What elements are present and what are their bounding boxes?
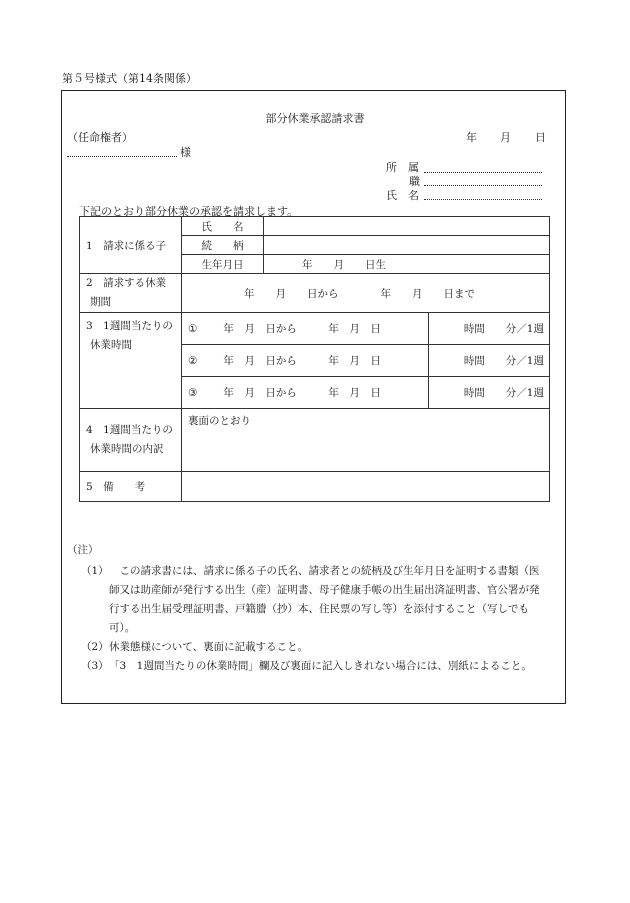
entry-range: 年 月 日から 年 月 日 xyxy=(223,323,381,335)
notes-heading: （注） xyxy=(67,544,99,556)
weekly-hours-amount-2[interactable]: 時間 分／1週 xyxy=(429,345,550,377)
period-label-line1: 2 請求する休業 xyxy=(86,277,167,289)
weekly-hours-entry-1[interactable] xyxy=(182,313,429,345)
entry-range: 年 月 日から 年 月 日 xyxy=(223,355,381,367)
position-line[interactable] xyxy=(424,185,542,186)
notes-section xyxy=(67,541,547,676)
note-item-1 xyxy=(67,562,547,638)
period-label-line2: 期間 xyxy=(90,296,111,308)
note-text: 「3 1週間当たりの休業時間」欄及び裏面に記入しきれない場合には、別紙によること。 xyxy=(109,660,532,672)
weekly-hours-entry-3[interactable] xyxy=(182,377,429,409)
entry-marker: ② xyxy=(188,355,198,367)
period-field[interactable]: 年 月 日から 年 月 日まで xyxy=(182,274,550,313)
date-year: 年 xyxy=(466,131,477,144)
entry-marker: ③ xyxy=(188,387,198,399)
note-item-2 xyxy=(67,638,547,657)
weekly-hours-label-line2: 休業時間 xyxy=(90,339,132,351)
child-relation-label: 続 柄 xyxy=(182,236,264,255)
form-title: 部分休業承認請求書 xyxy=(265,112,365,125)
note-text: 休業態様について、裏面に記載すること。 xyxy=(109,641,309,653)
breakdown-row-label xyxy=(80,409,182,472)
date-month: 月 xyxy=(500,131,511,144)
entry-marker: ① xyxy=(188,323,198,335)
affiliation-label: 所 属 xyxy=(386,161,419,174)
intro-text: 下記のとおり部分休業の承認を請求します。 xyxy=(79,205,299,218)
note-number: （2） xyxy=(81,641,109,653)
child-name-field[interactable] xyxy=(264,217,550,236)
child-birthdate-label: 生年月日 xyxy=(182,255,264,274)
child-row-label: 1 請求に係る子 xyxy=(80,217,182,274)
breakdown-label-line1: 4 1週間当たりの xyxy=(86,424,173,436)
breakdown-field[interactable]: 裏面のとおり xyxy=(182,409,550,472)
note-text: この請求書には、請求に係る子の氏名、請求者との続柄及び生年月日を証明する書類（医師又は助産師が発行する出生（産）証明書、母子健康手帳の出生届出済証明書、官公署が発行する出生届受理証明書、戸籍謄（抄）本、住民票の写し等）を添付すること（写しでも可）。 xyxy=(109,565,540,634)
child-birthdate-field[interactable]: 年 月 日生 xyxy=(264,255,550,274)
entry-range: 年 月 日から 年 月 日 xyxy=(223,387,381,399)
appointer-label: （任命権者） xyxy=(67,131,133,144)
date-day: 日 xyxy=(535,131,546,144)
child-name-label: 氏 名 xyxy=(182,217,264,236)
weekly-hours-entry-2[interactable] xyxy=(182,345,429,377)
child-relation-field[interactable] xyxy=(264,236,550,255)
position-label: 職 xyxy=(409,175,420,188)
note-number: （1） xyxy=(81,565,109,577)
honorific: 様 xyxy=(180,146,191,159)
appointer-name-line[interactable] xyxy=(67,156,177,157)
remarks-field[interactable] xyxy=(182,472,550,502)
weekly-hours-label-line1: 3 1週間当たりの xyxy=(86,320,173,332)
remarks-row-label: 5 備 考 xyxy=(80,472,182,502)
breakdown-label-line2: 休業時間の内訳 xyxy=(90,443,164,455)
request-table xyxy=(79,216,550,502)
name-line[interactable] xyxy=(424,199,542,200)
form-number: 第５号様式（第14条関係） xyxy=(62,72,197,85)
weekly-hours-amount-3[interactable]: 時間 分／1週 xyxy=(429,377,550,409)
name-label: 氏 名 xyxy=(386,189,419,202)
affiliation-line[interactable] xyxy=(424,172,542,173)
weekly-hours-row-label xyxy=(80,313,182,409)
weekly-hours-amount-1[interactable]: 時間 分／1週 xyxy=(429,313,550,345)
note-item-3 xyxy=(67,657,547,676)
period-row-label xyxy=(80,274,182,313)
note-number: （3） xyxy=(81,660,109,672)
